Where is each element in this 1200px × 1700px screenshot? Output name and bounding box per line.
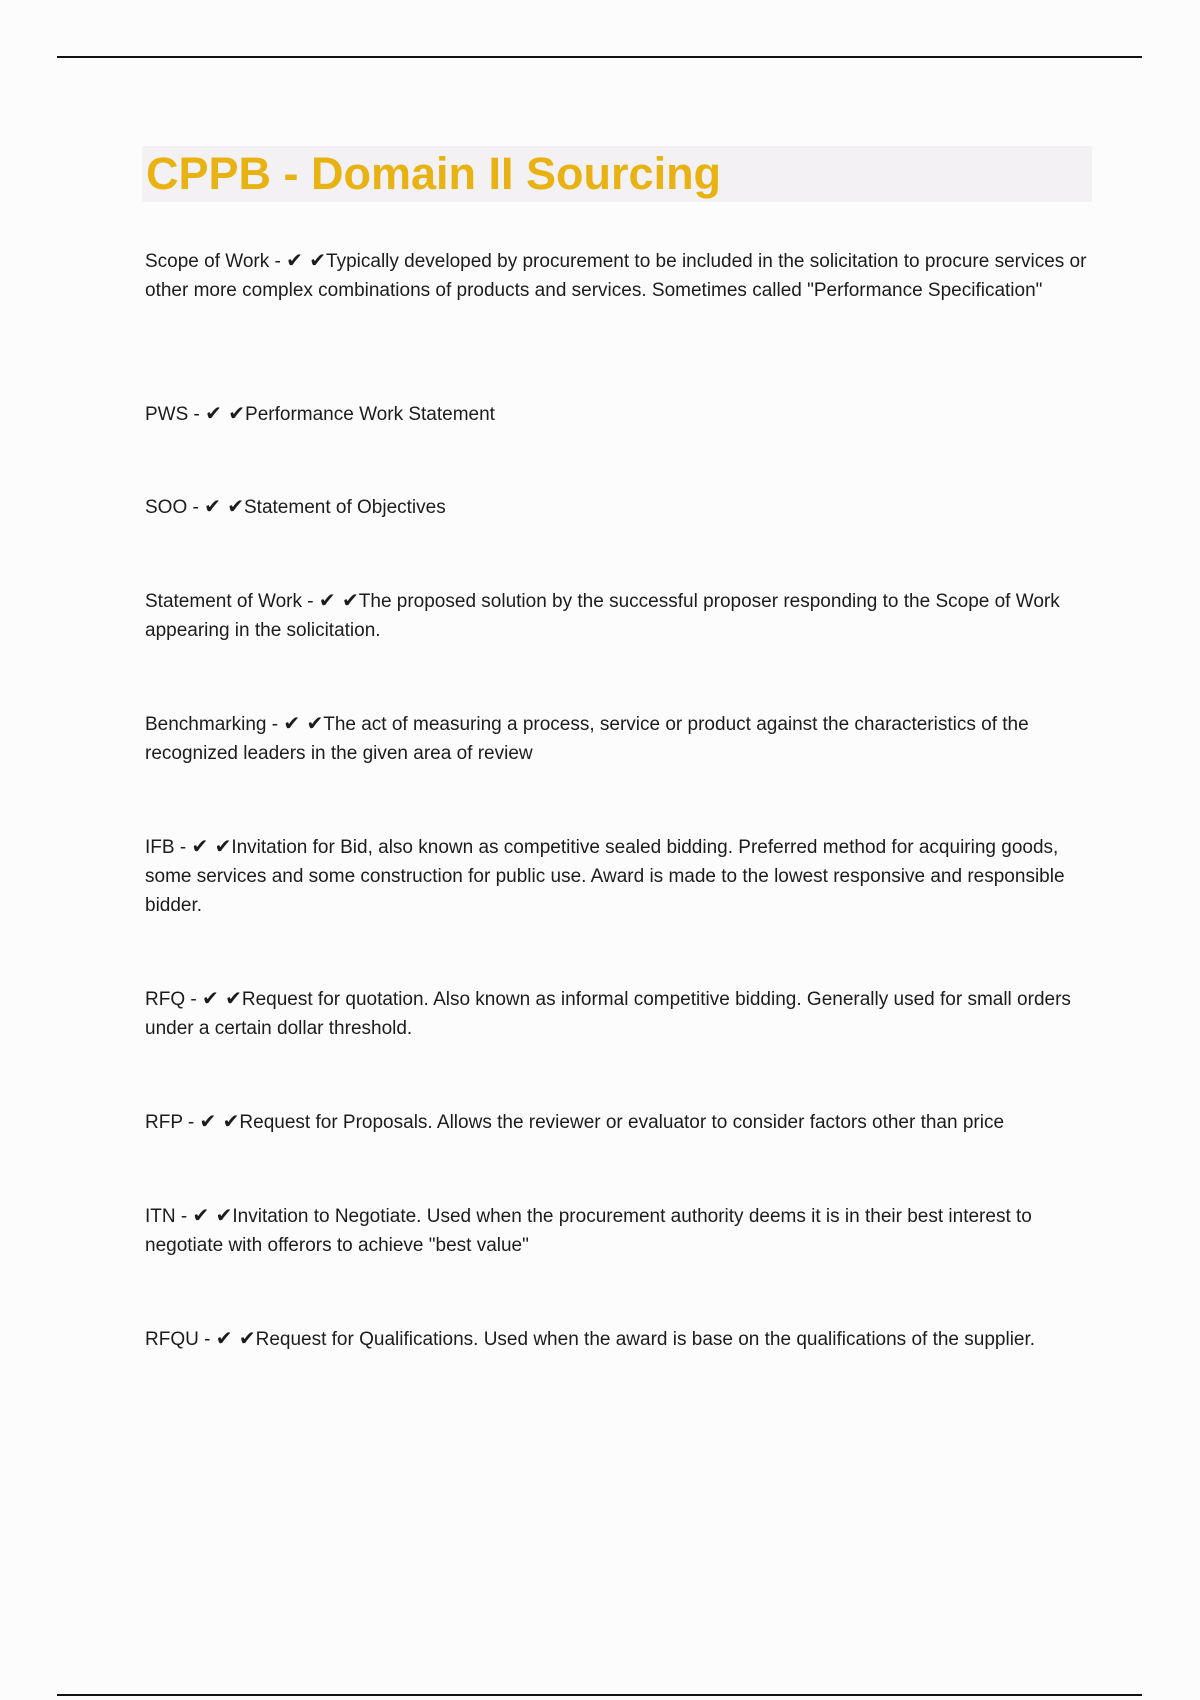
check-icon: ✔ ✔ <box>202 986 242 1010</box>
glossary-entry <box>145 1324 1095 1354</box>
entry-definition: The proposed solution by the successful proposer responding to the Scope of Work appearing in the solicitation. <box>145 591 1060 641</box>
check-icon: ✔ ✔ <box>215 1326 256 1350</box>
entry-term: RFP - <box>145 1112 195 1133</box>
glossary-entry <box>145 984 1095 1043</box>
glossary-entry <box>145 492 1095 522</box>
entry-definition: Invitation for Bid, also known as competitive sealed bidding. Preferred method for acquiring goods, some services and some construction for public use. Award is made to the lowest responsive and responsible bidder. <box>145 837 1065 916</box>
entry-term: SOO - <box>145 497 199 518</box>
entry-term: Statement of Work - <box>145 591 314 612</box>
entry-term: Benchmarking - <box>145 714 279 735</box>
check-icon: ✔ ✔ <box>191 834 232 858</box>
check-icon: ✔ ✔ <box>205 401 246 425</box>
check-icon: ✔ ✔ <box>204 494 244 518</box>
check-icon: ✔ ✔ <box>286 248 327 272</box>
check-icon: ✔ ✔ <box>199 1109 240 1133</box>
entry-term: Scope of Work - <box>145 251 281 272</box>
entry-term: RFQ - <box>145 989 197 1010</box>
entry-definition: Invitation to Negotiate. Used when the procurement authority deems it is in their best interest to negotiate with offerors to achieve "best value" <box>145 1206 1032 1256</box>
entry-term: IFB - <box>145 837 187 858</box>
entry-term: RFQU - <box>145 1329 211 1350</box>
entry-definition: The act of measuring a process, service or product against the characteristics of the recognized leaders in the given area of review <box>145 714 1029 764</box>
entry-definition: Request for quotation. Also known as informal competitive bidding. Generally used for small orders under a certain dollar threshold. <box>145 989 1071 1039</box>
document-title: CPPB - Domain II Sourcing <box>146 148 722 199</box>
glossary-entry <box>145 399 1095 429</box>
glossary-entry <box>145 1107 1095 1137</box>
check-icon: ✔ ✔ <box>283 711 324 735</box>
glossary-entry <box>145 832 1095 920</box>
glossary-entry <box>145 246 1095 305</box>
check-icon: ✔ ✔ <box>192 1203 233 1227</box>
entry-definition: Typically developed by procurement to be included in the solicitation to procure services or other more complex combinations of products and services. Sometimes called "Performance Specification" <box>145 251 1087 301</box>
entry-term: ITN - <box>145 1206 188 1227</box>
entry-term: PWS - <box>145 404 200 425</box>
glossary-entry <box>145 586 1095 645</box>
glossary-entry <box>145 709 1095 768</box>
check-icon: ✔ ✔ <box>318 588 359 612</box>
top-rule <box>57 56 1142 58</box>
entry-definition: Performance Work Statement <box>245 404 495 425</box>
glossary-entry <box>145 1201 1095 1260</box>
bottom-rule <box>57 1694 1142 1696</box>
entry-definition: Request for Qualifications. Used when the award is base on the qualifications of the supplier. <box>255 1329 1036 1350</box>
entry-definition: Request for Proposals. Allows the reviewer or evaluator to consider factors other than price <box>239 1112 1005 1133</box>
entry-definition: Statement of Objectives <box>244 497 446 518</box>
